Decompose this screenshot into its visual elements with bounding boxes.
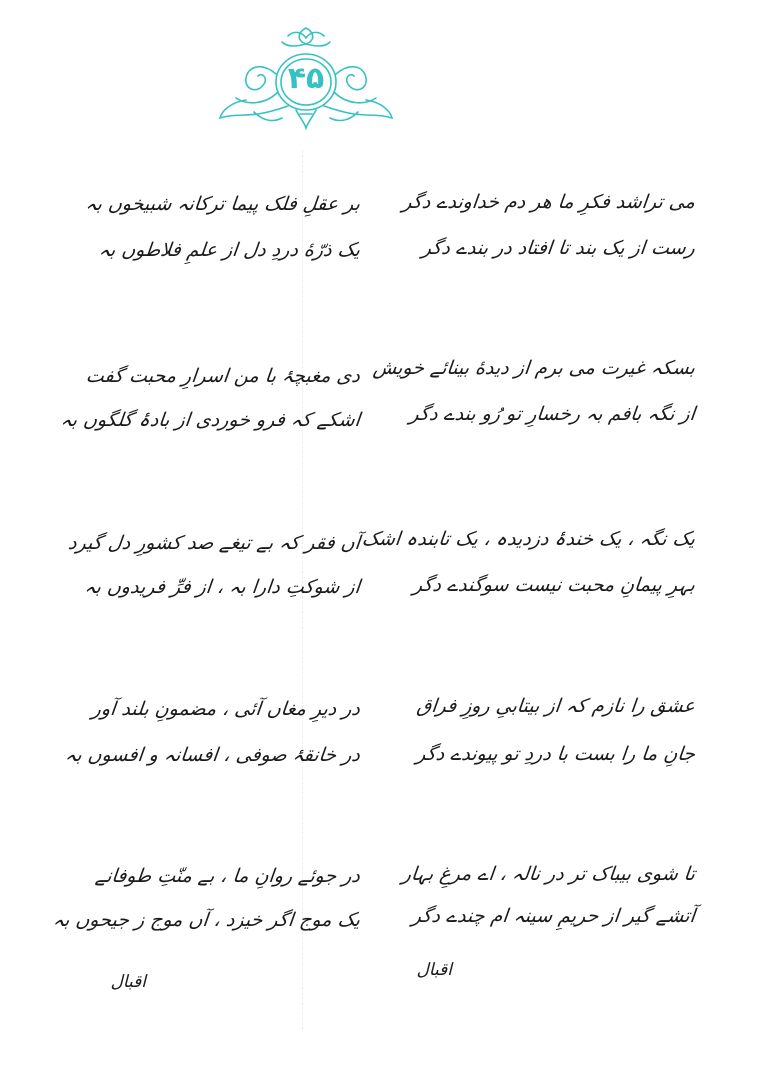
verse-line: بسکہ غیرت می برم از دیدهٔ بینائے خویش	[371, 357, 697, 379]
couplet-right	[371, 356, 697, 426]
verse-line: در خانقۂ صوفی ، افسانہ و افسوں بہ	[64, 744, 362, 766]
couplet-left	[51, 864, 362, 932]
verse-line: می تراشد فکرِ ما هر دم خداوندے دگر	[401, 191, 697, 213]
signature-right: اقبال	[416, 960, 452, 980]
couplet-left	[60, 697, 360, 767]
verse-line: عشق را نازم کہ از بیتابیِ روزِ فراق	[415, 695, 697, 717]
verse-line: اشکے کہ فرو خوردی از بادۂ گلگوں بہ	[59, 409, 362, 431]
verse-line: در جوئے روانِ ما ، بے منّتِ طوفانے	[94, 865, 362, 887]
verse-line: از شوکتِ دارا بہ ، از فرِّ فریدوں بہ	[83, 576, 362, 598]
couplet-left	[60, 192, 360, 262]
verse-line: بہرِ پیمانِ محبت نیست سوگندے دگر	[411, 574, 697, 596]
signature-left: اقبال	[110, 972, 146, 992]
verse-line: یک موج اگر خیزد ، آں موج ز جیحوں بہ	[51, 909, 362, 931]
verse-line: یک ذرّهٔ دردِ دل از علمِ فلاطوں بہ	[97, 239, 362, 261]
couplet-right	[395, 862, 695, 928]
page-number: ۴۵	[287, 61, 325, 96]
verse-line: از نگہ بافم بہ رخسارِ تو رُو بندے دگر	[408, 403, 697, 425]
couplet-right	[360, 527, 697, 597]
verse-line: جانِ ما را بست با دردِ تو پیوندے دگر	[415, 743, 697, 765]
verse-line: یک نگہ ، یک خندۂ دزدیدہ ، یک تابندہ اشک	[360, 528, 697, 550]
verse-line: رست از یک بند تا افتاد در بندے دگر	[420, 237, 697, 259]
verse-line: دی مغبچۂ با من اسرارِ محبت گفت	[84, 365, 362, 387]
couplet-left	[60, 531, 360, 599]
couplet-right	[395, 190, 695, 260]
verse-line: آں فقر کہ بے تیغے صد کشورِ دل گیرد	[67, 532, 362, 554]
couplet-left	[60, 364, 360, 432]
verse-line: بر عقلِ فلک پیما ترکانہ شبیخوں بہ	[84, 193, 362, 215]
verse-line: در دیرِ مغاں آئی ، مضمونِ بلند آور	[90, 698, 362, 720]
verse-line: تا شوی بیباک تر در نالہ ، اے مرغِ بہار	[400, 863, 697, 885]
verse-line: آتشے گیر از حریمِ سینہ ام چندے دگر	[410, 905, 697, 927]
couplet-right	[395, 694, 695, 766]
